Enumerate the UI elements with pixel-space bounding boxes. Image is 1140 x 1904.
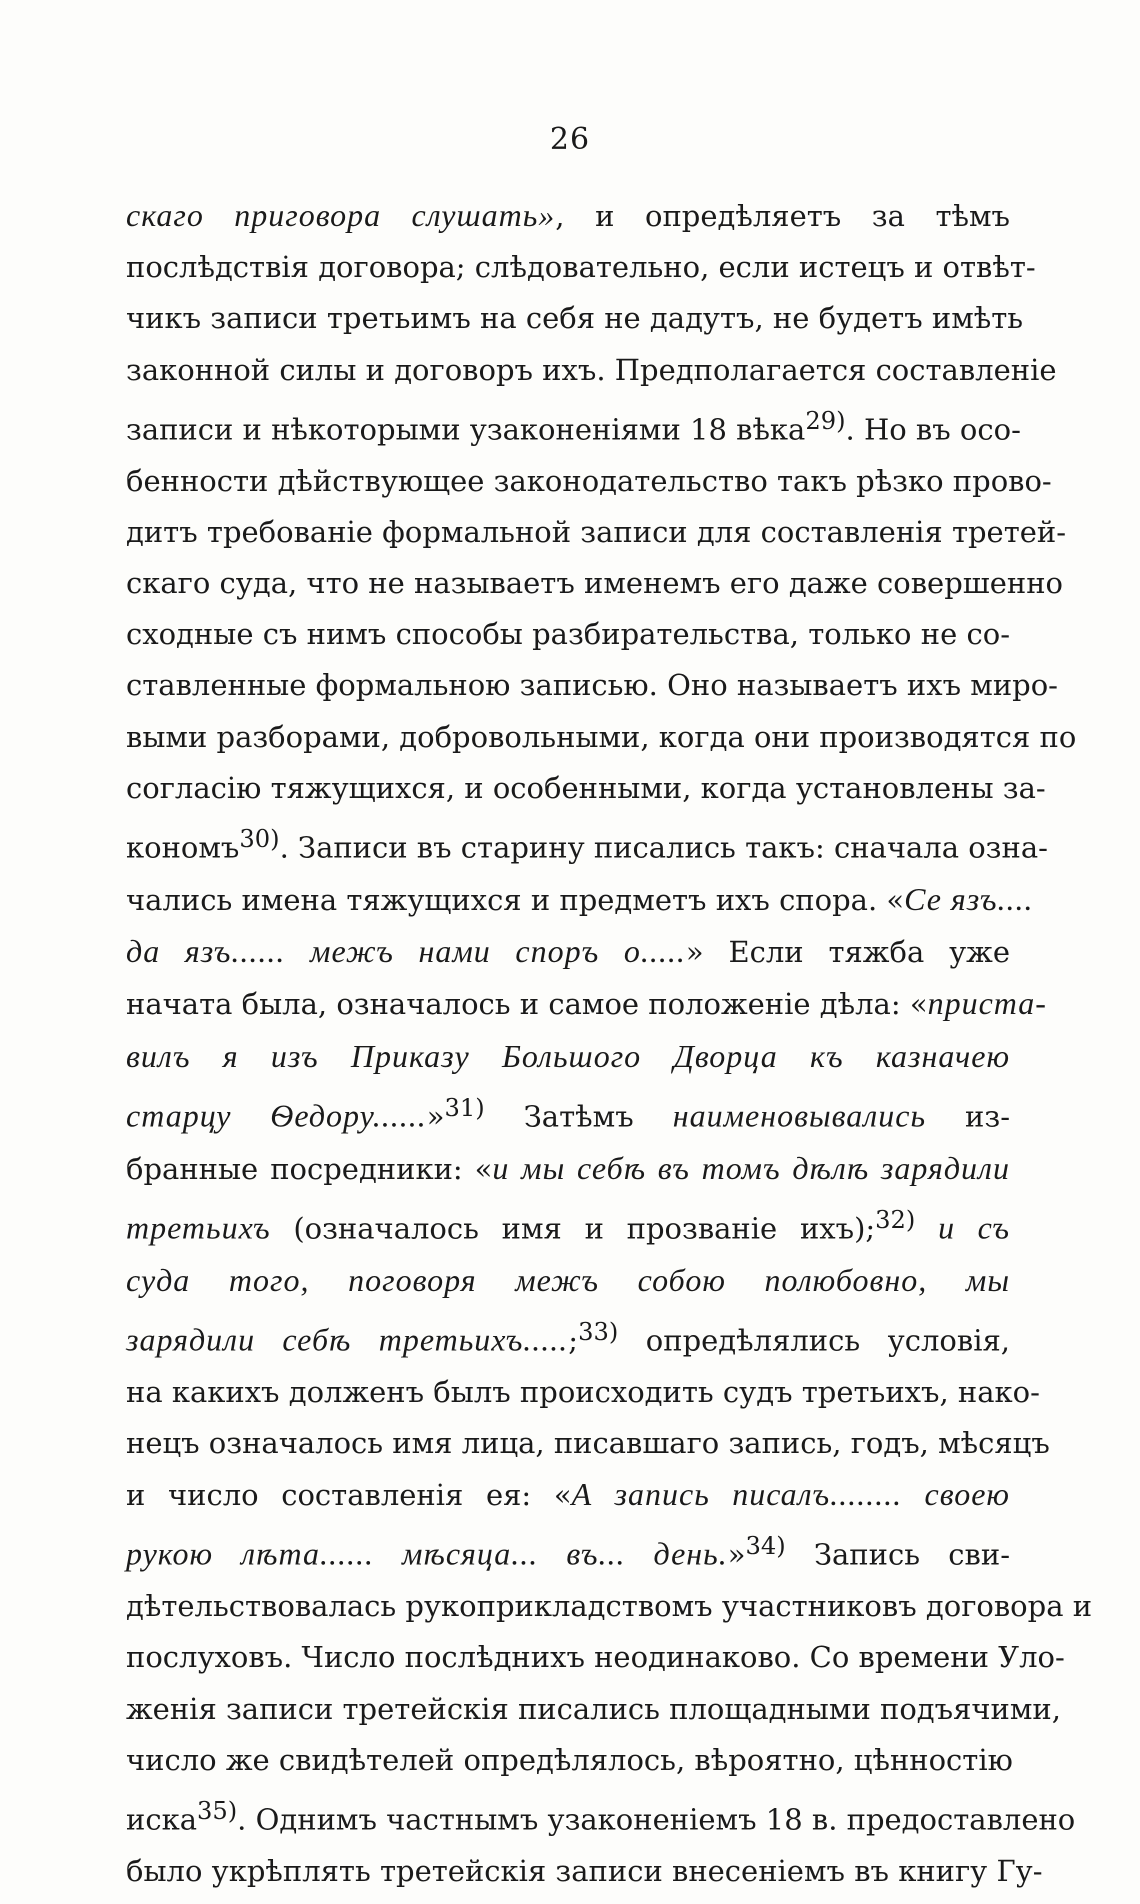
text-segment: было укрѣплять третейскія записи внесеніемъ въ книгу Гу-: [126, 1853, 1043, 1888]
text-segment: , и опредѣляетъ за тѣмъ: [555, 199, 1011, 233]
text-segment: число же свидѣтелей опредѣлялось, вѣроятно, цѣнностію: [126, 1742, 1013, 1777]
text-line: [126, 293, 1024, 344]
text-line: [126, 1632, 1065, 1683]
italic-segment: наименовывались: [672, 1097, 927, 1134]
text-line: [126, 1581, 1093, 1632]
text-line: [126, 1521, 1010, 1581]
italic-segment: и мы себѣ въ томъ дѣлѣ зарядили: [492, 1149, 1011, 1186]
italic-segment: и съ: [938, 1209, 1011, 1246]
text-segment: . Однимъ частнымъ узаконеніемъ 18 в. предоставлено: [237, 1802, 1076, 1837]
text-line: [126, 1418, 1050, 1469]
text-segment: бенности дѣйствующее законодательство такъ рѣзко прово-: [126, 463, 1052, 498]
text-line: [126, 609, 1010, 660]
text-line: [126, 814, 1048, 874]
text-segment: ставленные формальною записью. Оно называетъ ихъ миро-: [126, 668, 1058, 703]
text-segment: иска: [126, 1802, 197, 1837]
text-segment: (означалось имя и прозваніе ихъ);: [270, 1211, 876, 1246]
italic-segment: старцу Ѳедору......: [126, 1097, 427, 1134]
text-segment: бранные посредники: «: [126, 1151, 493, 1186]
text-segment: [915, 1211, 938, 1245]
text-segment: дитъ требованіе формальной записи для составленія третей-: [126, 514, 1067, 549]
italic-segment: А запись писалъ........ своею: [571, 1476, 1010, 1513]
italic-segment: приста-: [927, 985, 1047, 1022]
footnote-marker: 30): [239, 825, 280, 854]
text-line: [126, 660, 1058, 711]
italic-segment: рукою лѣта...... мѣсяца... въ... день.: [126, 1536, 728, 1573]
text-segment: на какихъ долженъ былъ происходить судъ третьихъ, нако-: [126, 1374, 1040, 1409]
text-line: [126, 1255, 1010, 1307]
text-line: [126, 1735, 1013, 1786]
italic-segment: вилъ я изъ Приказу Большого Дворца къ казначею: [126, 1037, 1010, 1074]
footnote-marker: 32): [875, 1205, 916, 1234]
text-segment: начата была, означалось и самое положеніе дѣла: «: [126, 987, 928, 1022]
text-line: [126, 1846, 1043, 1897]
text-line: [126, 1367, 1040, 1418]
text-line: [126, 874, 1034, 926]
text-line: [126, 978, 1047, 1030]
footnote-marker: 33): [578, 1317, 619, 1346]
text-segment: скаго суда, что не называетъ именемъ его даже совершенно: [126, 566, 1064, 601]
text-line: [126, 763, 1046, 814]
italic-segment: да язъ...... межъ нами споръ о.....: [126, 933, 686, 970]
text-segment: послѣдствія договора; слѣдовательно, если истецъ и отвѣт-: [126, 250, 1036, 285]
body-text: [126, 190, 1093, 1897]
text-segment: согласію тяжущихся, и особенными, когда установлены за-: [126, 770, 1046, 805]
text-segment: . Но въ осо-: [845, 412, 1021, 447]
text-line: [126, 396, 1021, 456]
text-segment: выми разборами, добровольными, когда они производятся по: [126, 719, 1077, 754]
text-segment: опредѣлялись условія,: [618, 1323, 1010, 1358]
text-line: [126, 1031, 1010, 1083]
text-segment: кономъ: [126, 830, 240, 865]
text-segment: Затѣмъ: [484, 1099, 673, 1134]
text-line: [126, 712, 1077, 763]
text-line: [126, 507, 1067, 558]
text-segment: . Записи въ старину писались такъ: сначала озна-: [279, 830, 1048, 865]
text-segment: нецъ означалось имя лица, писавшаго запись, годъ, мѣсяцъ: [126, 1425, 1050, 1460]
text-line: [126, 1684, 1061, 1735]
text-segment: сходные съ нимъ способы разбирательства, только не со-: [126, 617, 1010, 652]
text-segment: законной силы и договоръ ихъ. Предполагается составленіе: [126, 352, 1057, 387]
text-segment: чикъ записи третьимъ на себя не дадутъ, не будетъ имѣть: [126, 301, 1024, 336]
text-segment: и число составленія ея: «: [126, 1478, 572, 1513]
text-line: [126, 1786, 1076, 1846]
text-segment: послуховъ. Число послѣднихъ неодинаково. Со времени Уло-: [126, 1640, 1065, 1675]
footnote-marker: 34): [745, 1532, 786, 1561]
text-segment: чались имена тяжущихся и предметъ ихъ спора. «: [126, 882, 905, 917]
text-line: [126, 242, 1036, 293]
text-line: [126, 926, 1010, 978]
text-segment: записи и нѣкоторыми узаконеніями 18 вѣка: [126, 412, 806, 447]
text-segment: из-: [926, 1099, 1010, 1134]
text-line: [126, 456, 1052, 507]
text-segment: женія записи третейскія писались площадными подъячими,: [126, 1691, 1061, 1726]
italic-segment: Се язъ....: [904, 880, 1034, 917]
text-segment: »: [426, 1099, 445, 1134]
text-segment: дѣтельствовалась рукоприкладствомъ участниковъ договора и: [126, 1589, 1093, 1624]
italic-segment: скаго приговора слушать»: [126, 197, 556, 233]
text-line: [126, 1143, 1010, 1195]
text-segment: »: [727, 1538, 746, 1573]
italic-segment: зарядили себѣ третьихъ.....: [126, 1321, 569, 1358]
italic-segment: суда того, поговоря межъ собою полюбовно, мы: [126, 1261, 1010, 1298]
footnote-marker: 31): [444, 1093, 485, 1122]
text-line: [126, 1469, 1010, 1521]
text-line: [126, 190, 1010, 242]
text-segment: » Если тяжба уже: [685, 935, 1010, 970]
text-segment: Запись сви-: [785, 1538, 1010, 1573]
page-number: 26: [549, 122, 591, 157]
text-segment: ;: [568, 1323, 579, 1358]
italic-segment: третьихъ: [126, 1209, 271, 1246]
text-line: [126, 345, 1057, 396]
text-line: [126, 558, 1064, 609]
text-line: [126, 1307, 1010, 1367]
footnote-marker: 29): [805, 406, 846, 435]
text-line: [126, 1195, 1010, 1255]
text-line: [126, 1083, 1010, 1143]
footnote-marker: 35): [197, 1797, 238, 1826]
